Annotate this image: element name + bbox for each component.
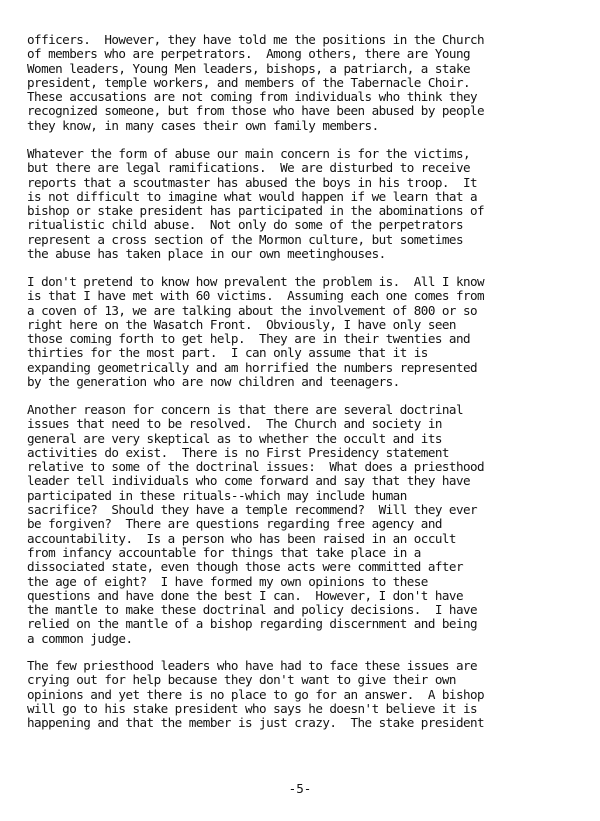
text-line: those coming forth to get help. They are in their twenties and [27, 331, 471, 347]
text-line: crying out for help because they don't want to give their own [27, 672, 456, 688]
text-line: is that I have met with 60 victims. Assuming each one comes from [27, 288, 485, 304]
text-line: ritualistic child abuse. Not only do some of the perpetrators [27, 217, 463, 233]
paragraph-5 [27, 659, 587, 730]
text-line: right here on the Wasatch Front. Obviously, I have only seen [27, 316, 456, 332]
text-line: a common judge. [27, 630, 133, 646]
text-line: questions and have done the best I can. However, I don't have [27, 587, 463, 603]
text-line: relative to some of the doctrinal issues: What does a priesthood [27, 459, 485, 475]
text-line: a coven of 13, we are talking about the involvement of 800 or so [27, 302, 478, 318]
text-line: activities do exist. There is no First Presidency statement [27, 444, 449, 460]
text-line: happening and that the member is just crazy. The stake president [27, 715, 485, 731]
text-line: be forgiven? There are questions regarding free agency and [27, 516, 442, 532]
text-line: opinions and yet there is no place to go for an answer. A bishop [27, 686, 485, 702]
text-line: general are very skeptical as to whether the occult and its [27, 430, 442, 446]
text-line: The few priesthood leaders who have had to face these issues are [27, 658, 478, 673]
text-line: the age of eight? I have formed my own opinions to these [27, 573, 428, 589]
text-line: reports that a scoutmaster has abused the boys in his troop. It [27, 174, 478, 190]
text-line: they know, in many cases their own family members. [27, 117, 379, 133]
text-line: the mantle to make these doctrinal and policy decisions. I have [27, 602, 478, 618]
text-line: is not difficult to imagine what would happen if we learn that a [27, 188, 478, 204]
text-line: by the generation who are now children and teenagers. [27, 374, 400, 390]
text-line: Another reason for concern is that there are several doctrinal [27, 402, 463, 417]
text-line: relied on the mantle of a bishop regarding discernment and being [27, 616, 478, 632]
text-line: Whatever the form of abuse our main concern is for the victims, [27, 146, 471, 161]
text-line: participated in these rituals--which may include human [27, 487, 407, 503]
page-number: -5- [288, 781, 312, 796]
text-line: from infancy accountable for things that take place in a [27, 544, 421, 560]
text-line: These accusations are not coming from individuals who think they [27, 89, 478, 105]
text-line: thirties for the most part. I can only assume that it is [27, 345, 428, 361]
text-line: accountability. Is a person who has been raised in an occult [27, 530, 456, 546]
paragraph-1 [27, 33, 587, 133]
paragraph-3 [27, 275, 587, 389]
text-line: sacrifice? Should they have a temple recommend? Will they ever [27, 502, 478, 518]
text-line: dissociated state, even though those acts were committed after [27, 559, 463, 575]
text-line: of members who are perpetrators. Among others, there are Young [27, 46, 471, 62]
text-line: I don't pretend to know how prevalent the problem is. All I know [27, 274, 485, 289]
text-line: Women leaders, Young Men leaders, bishops, a patriarch, a stake [27, 60, 471, 76]
text-line: president, temple workers, and members of the Tabernacle Choir. [27, 74, 471, 90]
text-line: represent a cross section of the Mormon culture, but sometimes [27, 231, 463, 247]
paragraph-4 [27, 403, 587, 646]
text-line: leader tell individuals who come forward and say that they have [27, 473, 471, 489]
text-line: will go to his stake president who says he doesn't believe it is [27, 700, 478, 716]
text-line: recognized someone, but from those who have been abused by people [27, 103, 485, 119]
paragraph-2 [27, 147, 587, 261]
text-line: issues that need to be resolved. The Church and society in [27, 416, 442, 432]
text-line: expanding geometrically and am horrified the numbers represented [27, 359, 478, 375]
text-line: bishop or stake president has participated in the abominations of [27, 203, 485, 219]
text-line: but there are legal ramifications. We are disturbed to receive [27, 160, 471, 176]
text-line: the abuse has taken place in our own meetinghouses. [27, 246, 386, 262]
text-line: officers. However, they have told me the positions in the Church [27, 32, 485, 47]
